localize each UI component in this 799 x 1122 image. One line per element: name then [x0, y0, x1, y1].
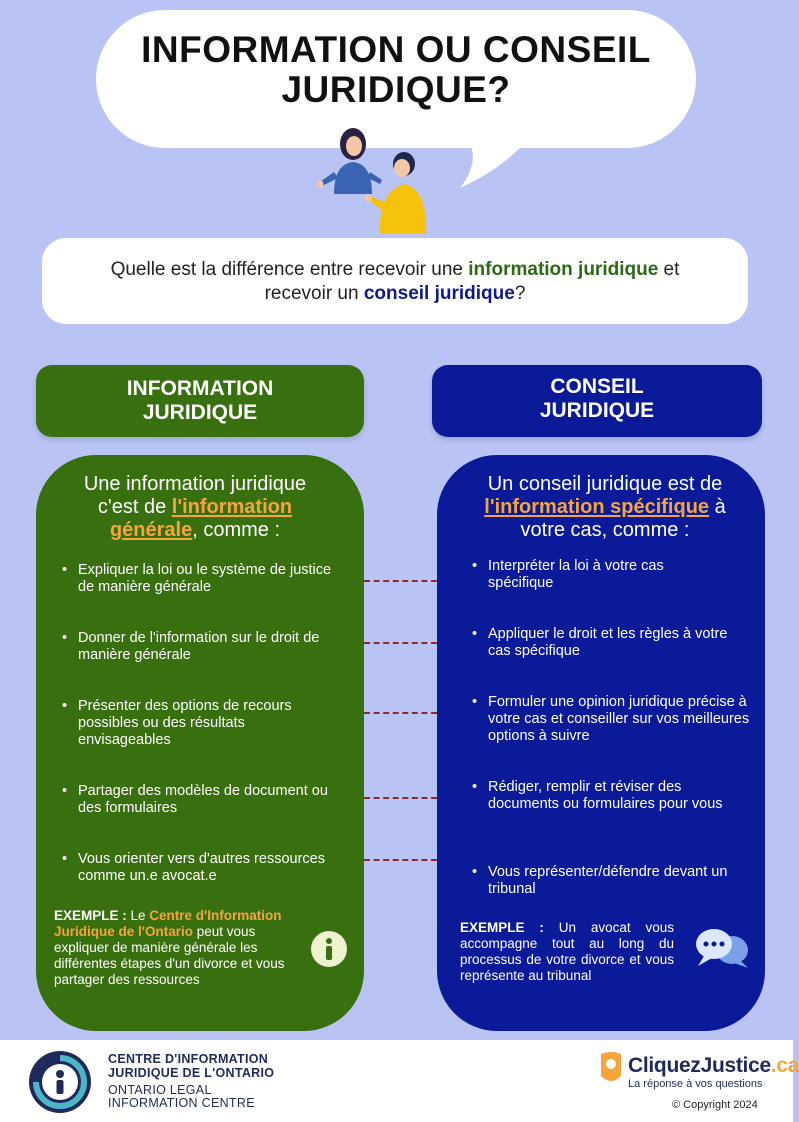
conseil-bullet-4: • Rédiger, remplir et réviser des documents ou formulaires pour vous	[472, 779, 742, 813]
information-intro-line: , comme :	[192, 519, 281, 541]
example-text: Le	[126, 908, 150, 923]
cliquezjustice-logo-icon	[597, 1050, 625, 1086]
connector-line	[364, 580, 437, 582]
olic-logo-text	[108, 1052, 308, 1110]
information-bullet-1: • Expliquer la loi ou le système de justice de manière générale	[62, 562, 340, 596]
people-conversation-illustration	[308, 122, 438, 237]
conseil-intro-line: votre cas, comme :	[520, 519, 690, 541]
information-header-line1: INFORMATION	[126, 377, 274, 400]
conseil-bullet-1: • Interpréter la loi à votre cas spécifique	[472, 558, 702, 592]
conseil-header-line2: JURIDIQUE	[539, 399, 655, 422]
information-intro	[40, 473, 350, 542]
conseil-header	[432, 365, 762, 437]
copyright-symbol: ©	[672, 1099, 681, 1111]
information-header	[36, 365, 364, 437]
olic-name-en: INFORMATION CENTRE	[108, 1096, 255, 1110]
question-part: ?	[514, 283, 526, 304]
question-text	[42, 258, 748, 306]
conseil-intro-highlight: l'information spécifique	[484, 496, 710, 518]
conseil-intro	[460, 473, 750, 542]
information-bullet-3: • Présenter des options de recours possibles ou des résultats envisageables	[62, 698, 340, 749]
example-organization: Centre d'Information Juridique de l'Ontario	[54, 908, 282, 939]
brand-tagline: La réponse à vos questions	[628, 1078, 763, 1090]
copyright	[672, 1099, 782, 1111]
information-bullet-5: • Vous orienter vers d'autres ressources comme un.e avocat.e	[62, 851, 340, 885]
brand-domain: .ca	[770, 1054, 799, 1077]
cliquezjustice-brand	[628, 1054, 799, 1090]
information-bullet-2: • Donner de l'information sur le droit de manière générale	[62, 630, 344, 664]
olic-logo-icon	[28, 1050, 92, 1114]
information-header-line2: JURIDIQUE	[142, 401, 258, 424]
olic-name-en: ONTARIO LEGAL	[108, 1083, 212, 1097]
conseil-intro-line: Un conseil juridique est de	[487, 473, 723, 495]
page-title	[96, 30, 696, 110]
information-intro-line: c'est de	[97, 496, 172, 518]
information-intro-line: Une information juridique	[83, 473, 307, 495]
connector-line	[364, 642, 437, 644]
connector-line	[364, 797, 437, 799]
conseil-bullet-2: • Appliquer le droit et les règles à votre cas spécifique	[472, 626, 742, 660]
information-bullet-4: • Partager des modèles de document ou des formulaires	[62, 783, 344, 817]
connector-line	[364, 712, 437, 714]
example-label: EXEMPLE :	[460, 920, 544, 935]
question-part: et	[658, 259, 680, 280]
question-part: recevoir un	[264, 283, 364, 304]
example-text: Un avocat vous accompagne tout au long du processus de votre divorce et vous représente au tribunal	[460, 920, 674, 983]
question-highlight-information: information juridique	[468, 259, 659, 280]
copyright-text: Copyright 2024	[683, 1099, 758, 1111]
conseil-intro-line: à	[709, 496, 726, 518]
connector-line	[364, 859, 437, 861]
information-intro-highlight: générale	[109, 519, 193, 541]
chat-bubbles-icon	[694, 926, 750, 970]
question-part: Quelle est la différence entre recevoir une	[110, 259, 469, 280]
question-highlight-conseil: conseil juridique	[363, 283, 515, 304]
example-text: peut vous expliquer de manière générale les différentes étapes d'un divorce et vous partager des ressources	[54, 924, 285, 987]
title-line-1: INFORMATION OU CONSEIL	[141, 29, 651, 70]
brand-name: CliquezJustice	[628, 1054, 771, 1077]
example-label: EXEMPLE :	[54, 908, 127, 923]
olic-name-fr: CENTRE D'INFORMATION	[108, 1052, 269, 1066]
conseil-header-line1: CONSEIL	[550, 375, 644, 398]
conseil-bullet-5: • Vous représenter/défendre devant un tribunal	[472, 864, 754, 898]
info-icon	[310, 930, 348, 968]
conseil-bullet-3: • Formuler une opinion juridique précise à votre cas et conseiller sur vos meilleures options à suivre	[472, 694, 754, 745]
speech-bubble-tail	[440, 120, 560, 190]
olic-name-fr: JURIDIQUE DE L'ONTARIO	[108, 1066, 275, 1080]
conseil-example	[460, 920, 674, 984]
information-example	[54, 908, 294, 988]
information-intro-highlight: l'information	[171, 496, 293, 518]
title-line-2: JURIDIQUE?	[281, 69, 511, 110]
